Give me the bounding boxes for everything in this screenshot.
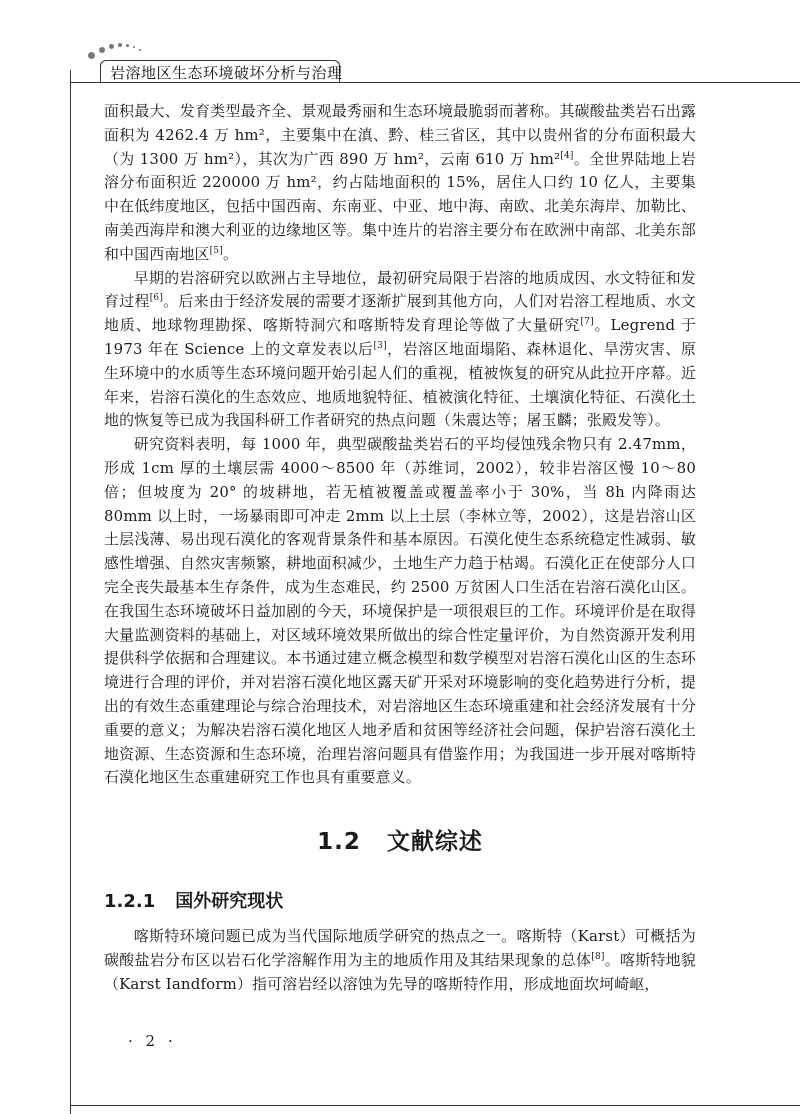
section-title: 文献综述 bbox=[386, 829, 483, 856]
page-frame-bottom bbox=[70, 1105, 800, 1106]
subsection-number: 1.2.1 bbox=[104, 891, 156, 913]
paragraph-research-data: 研究资料表明，每 1000 年，典型碳酸盐类岩石的平均侵蚀残余物只有 2.47mm，形成 1cm 厚的土壤层需 4000～8500 年（苏维词，2002），较非岩溶区慢 10～80 倍；但坡度为 20° 的坡耕地，若无植被覆盖或覆盖率小于 30%，当 8h 内降雨达 80mm 以上时，一场暴雨即可冲走 2mm 以上土层（李林立等，2002），这是岩溶山区土层浅薄、易出现石漠化的客观背景条件和基本原因。石漠化使生态系统稳定性减弱、敏感性增强、自然灾害频繁，耕地面积减少，土地生产力趋于枯竭。石漠化正在使部分人口完全丧失最基本生存条件，成为生态难民，约 2500 万贫困人口生活在岩溶石漠化山区。在我国生态环境破坏日益加剧的今天，环境保护是一项很艰巨的工作。环境评价是在取得大量监测资料的基础上，对区域环境效果所做出的综合性定量评价，为自然资源开发利用提供科学依据和合理建议。本书通过建立概念模型和数学模型对岩溶石漠化山区的生态环境进行合理的评价，并对岩溶石漠化地区露天矿开采对环境影响的变化趋势进行分析，提出的有效生态重建理论与综合治理技术，对岩溶地区生态环境重建和社会经济发展有十分重要的意义；为解决岩溶石漠化地区人地矛盾和贫困等经济社会问题，保护岩溶石漠化土地资源、生态资源和生态环境，治理岩溶问题具有借鉴作用；为我国进一步开展对喀斯特石漠化地区生态重建研究工作也具有重要意义。 bbox=[104, 435, 696, 787]
citation[interactable]: [7] bbox=[580, 317, 594, 328]
section-number: 1.2 bbox=[317, 829, 361, 856]
page-frame-left bbox=[70, 70, 71, 1114]
subsection-title: 国外研究现状 bbox=[175, 891, 284, 913]
citation[interactable]: [3] bbox=[373, 340, 387, 351]
subsection-heading bbox=[104, 887, 696, 913]
citation[interactable]: [8] bbox=[591, 951, 605, 962]
header-decoration-dots bbox=[88, 42, 168, 62]
citation[interactable]: [4] bbox=[560, 150, 574, 161]
paragraph-karst-definition: 喀斯特环境问题已成为当代国际地质学研究的热点之一。喀斯特（Karst）可概括为碳酸盐岩分布区以岩石化学溶解作用为主的地质作用及其结果现象的总体[8]。喀斯特地貌（Karst Iandform）指可溶岩经以溶蚀为先导的喀斯特作用，形成地面坎坷崎岖， bbox=[104, 927, 697, 993]
citation[interactable]: [5] bbox=[209, 245, 223, 256]
page-number: · 2 · bbox=[128, 1032, 177, 1050]
paragraph-continued: 面积最大、发育类型最齐全、景观最秀丽和生态环境最脆弱而著称。其碳酸盐类岩石出露面积为 4262.4 万 hm²，主要集中在滇、黔、桂三省区，其中以贵州省的分布面积最大（为 1300 万 hm²），其次为广西 890 万 hm²，云南 610 万 hm²[4]。全世界陆地上岩溶分布面积近 220000 万 hm²，约占陆地面积的 15%，居住人口约 10 亿人，主要集中在低纬度地区，包括中国西南、东南亚、中亚、地中海、南欧、北美东海岸、加勒比、南美西海岸和澳大利亚的边缘地区等。集中连片的岩溶主要分布在欧洲中南部、北美东部和中国西南地区[5]。 bbox=[104, 102, 697, 263]
running-header-title: 岩溶地区生态环境破坏分析与治理 bbox=[110, 64, 343, 82]
paragraph-early-research: 早期的岩溶研究以欧洲占主导地位，最初研究局限于岩溶的地质成因、水文特征和发育过程[6]。后来由于经济发展的需要才逐渐扩展到其他方向，人们对岩溶工程地质、水文地质、地球物理勘探、喀斯特洞穴和喀斯特发育理论等做了大量研究[7]。Legrend 于 1973 年在 Science 上的文章发表以后[3]，岩溶区地面塌陷、森林退化、旱涝灾害、原生环境中的水质等生态环境问题开始引起人们的重视，植被恢复的研究从此拉开序幕。近年来，岩溶石漠化的生态效应、地质地貌特征、植被演化特征、土壤演化特征、石漠化土地的恢复等已成为我国科研工作者研究的热点问题（朱震达等；屠玉麟；张殿发等）。 bbox=[104, 268, 696, 430]
citation[interactable]: [6] bbox=[149, 293, 164, 304]
page-content bbox=[104, 100, 696, 997]
section-heading bbox=[104, 823, 696, 856]
header-rule bbox=[70, 82, 800, 83]
